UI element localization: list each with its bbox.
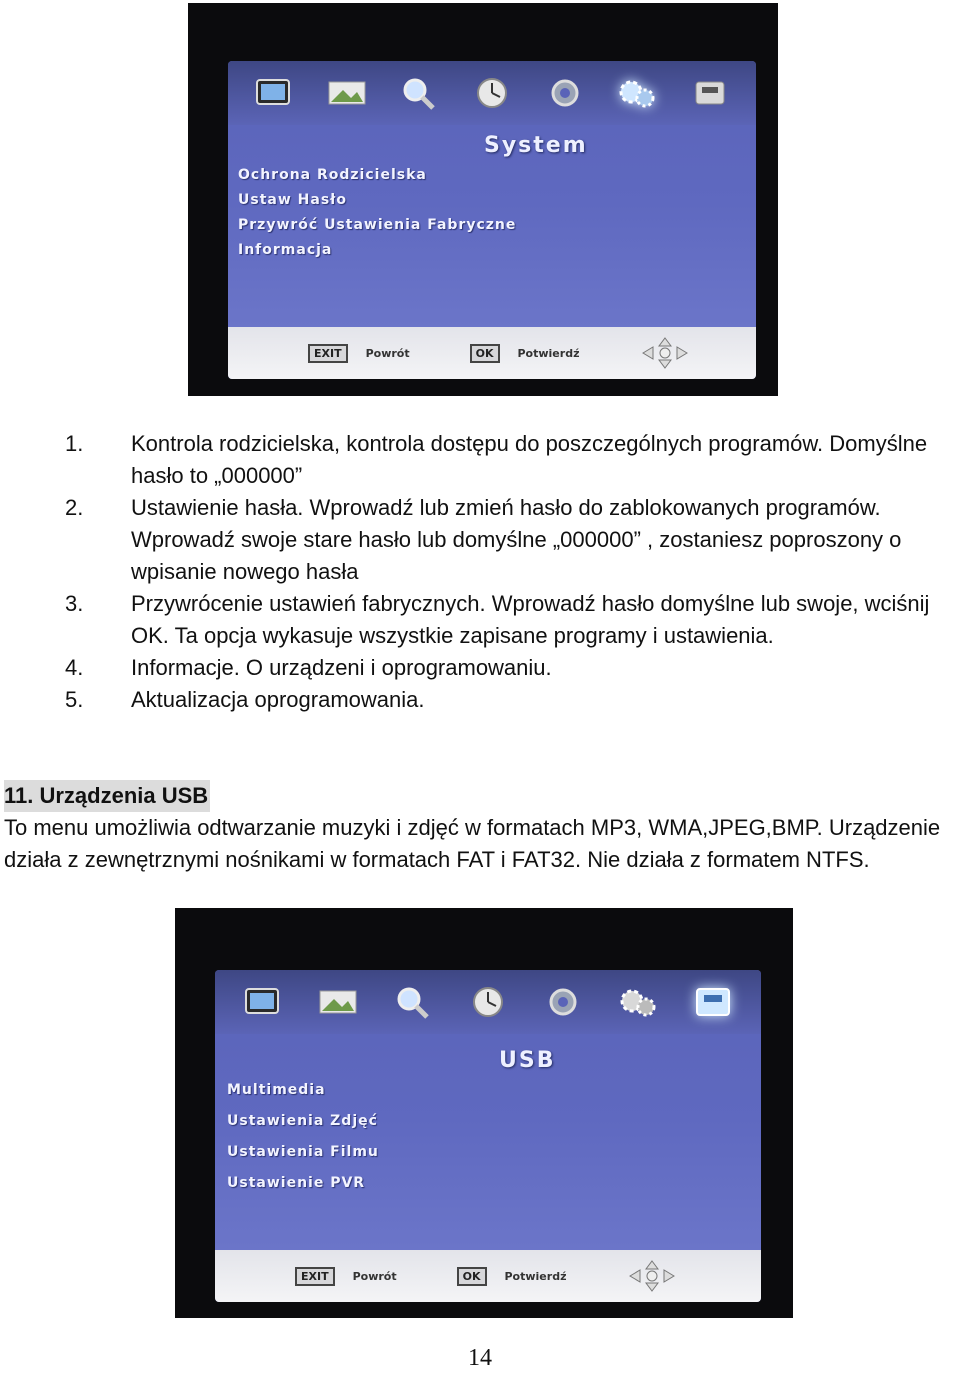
section-body: To menu umożliwia odtwarzanie muzyki i zdjęć w formatach MP3, WMA,JPEG,BMP. Urządzenie działa z zewnętrznymi nośnikami w formatach FAT i FAT32. Nie działa z formatem NTFS. <box>4 815 941 872</box>
menu-footer <box>215 1250 761 1302</box>
tv-screen <box>215 970 761 1302</box>
picture-icon <box>316 983 360 1021</box>
confirm-label: Potwierdź <box>517 346 580 360</box>
menu-title: USB <box>499 1048 556 1073</box>
list-item-text: Informacje. O urządzeni i oprogramowaniu. <box>131 655 552 680</box>
tv-screen <box>228 61 756 379</box>
list-item <box>65 684 960 716</box>
list-item-number: 1. <box>65 431 84 456</box>
list-item-number: 3. <box>65 591 84 616</box>
menu-item-pvr-settings[interactable]: Ustawienie PVR <box>227 1175 366 1191</box>
list-item-number: 4. <box>65 655 84 680</box>
tv-channels-icon <box>241 983 285 1021</box>
ok-key-badge: OK <box>457 1267 487 1286</box>
navigation-pad-icon <box>639 336 691 370</box>
options-icon <box>543 74 587 112</box>
list-item-text: Ustawienie hasła. Wprowadź lub zmień hasło do zablokowanych programów. Wprowadź swoje stare hasło lub domyślne „000000” , zostaniesz poproszony o wpisanie nowego hasła <box>131 495 902 584</box>
section-heading: 11. Urządzenia USB <box>4 780 210 812</box>
tv-channels-icon <box>252 74 296 112</box>
list-item-number: 2. <box>65 495 84 520</box>
list-item <box>65 492 960 588</box>
list-item <box>65 588 960 652</box>
list-item-text: Aktualizacja oprogramowania. <box>131 687 425 712</box>
back-label: Powrót <box>365 346 410 360</box>
menu-list <box>227 1082 379 1206</box>
menu-item-movie-settings[interactable]: Ustawienia Filmu <box>227 1144 379 1160</box>
usb-section <box>4 780 954 876</box>
menu-title: System <box>484 133 588 158</box>
list-item <box>65 652 960 684</box>
search-icon <box>397 74 441 112</box>
options-icon <box>541 983 585 1021</box>
menu-item-photo-settings[interactable]: Ustawienia Zdjęć <box>227 1113 378 1129</box>
menu-item-set-password[interactable]: Ustaw Hasło <box>238 192 347 208</box>
list-item-text: Przywrócenie ustawień fabrycznych. Wprowadź hasło domyślne lub swoje, wciśnij OK. Ta opcja wykasuje wszystkie zapisane programy i ustawienia. <box>131 591 930 648</box>
navigation-pad-icon <box>626 1259 678 1293</box>
usb-icon <box>691 983 735 1021</box>
menu-icon-bar <box>215 970 761 1034</box>
page-number: 14 <box>468 1345 492 1371</box>
list-item <box>65 428 960 492</box>
menu-item-multimedia[interactable]: Multimedia <box>227 1082 326 1098</box>
menu-item-information[interactable]: Informacja <box>238 242 333 258</box>
list-item-number: 5. <box>65 687 84 712</box>
time-icon <box>466 983 510 1021</box>
exit-key-badge: EXIT <box>295 1267 335 1286</box>
menu-item-factory-reset[interactable]: Przywróć Ustawienia Fabryczne <box>238 217 517 233</box>
menu-footer <box>228 327 756 379</box>
system-gear-icon <box>615 74 659 112</box>
picture-icon <box>325 74 369 112</box>
back-label: Powrót <box>352 1269 397 1283</box>
menu-icon-bar <box>228 61 756 125</box>
confirm-label: Potwierdź <box>504 1269 567 1283</box>
list-item-text: Kontrola rodzicielska, kontrola dostępu do poszczególnych programów. Domyślne hasło to „000000” <box>131 431 928 488</box>
exit-key-badge: EXIT <box>308 344 348 363</box>
system-gear-icon <box>616 983 660 1021</box>
menu-item-parental-control[interactable]: Ochrona Rodzicielska <box>238 167 427 183</box>
usb-icon <box>688 74 732 112</box>
ok-key-badge: OK <box>470 344 500 363</box>
steps-list <box>65 428 960 716</box>
search-icon <box>391 983 435 1021</box>
system-menu-screenshot <box>188 3 778 396</box>
menu-list <box>238 167 516 267</box>
usb-menu-screenshot <box>175 908 793 1318</box>
time-icon <box>470 74 514 112</box>
